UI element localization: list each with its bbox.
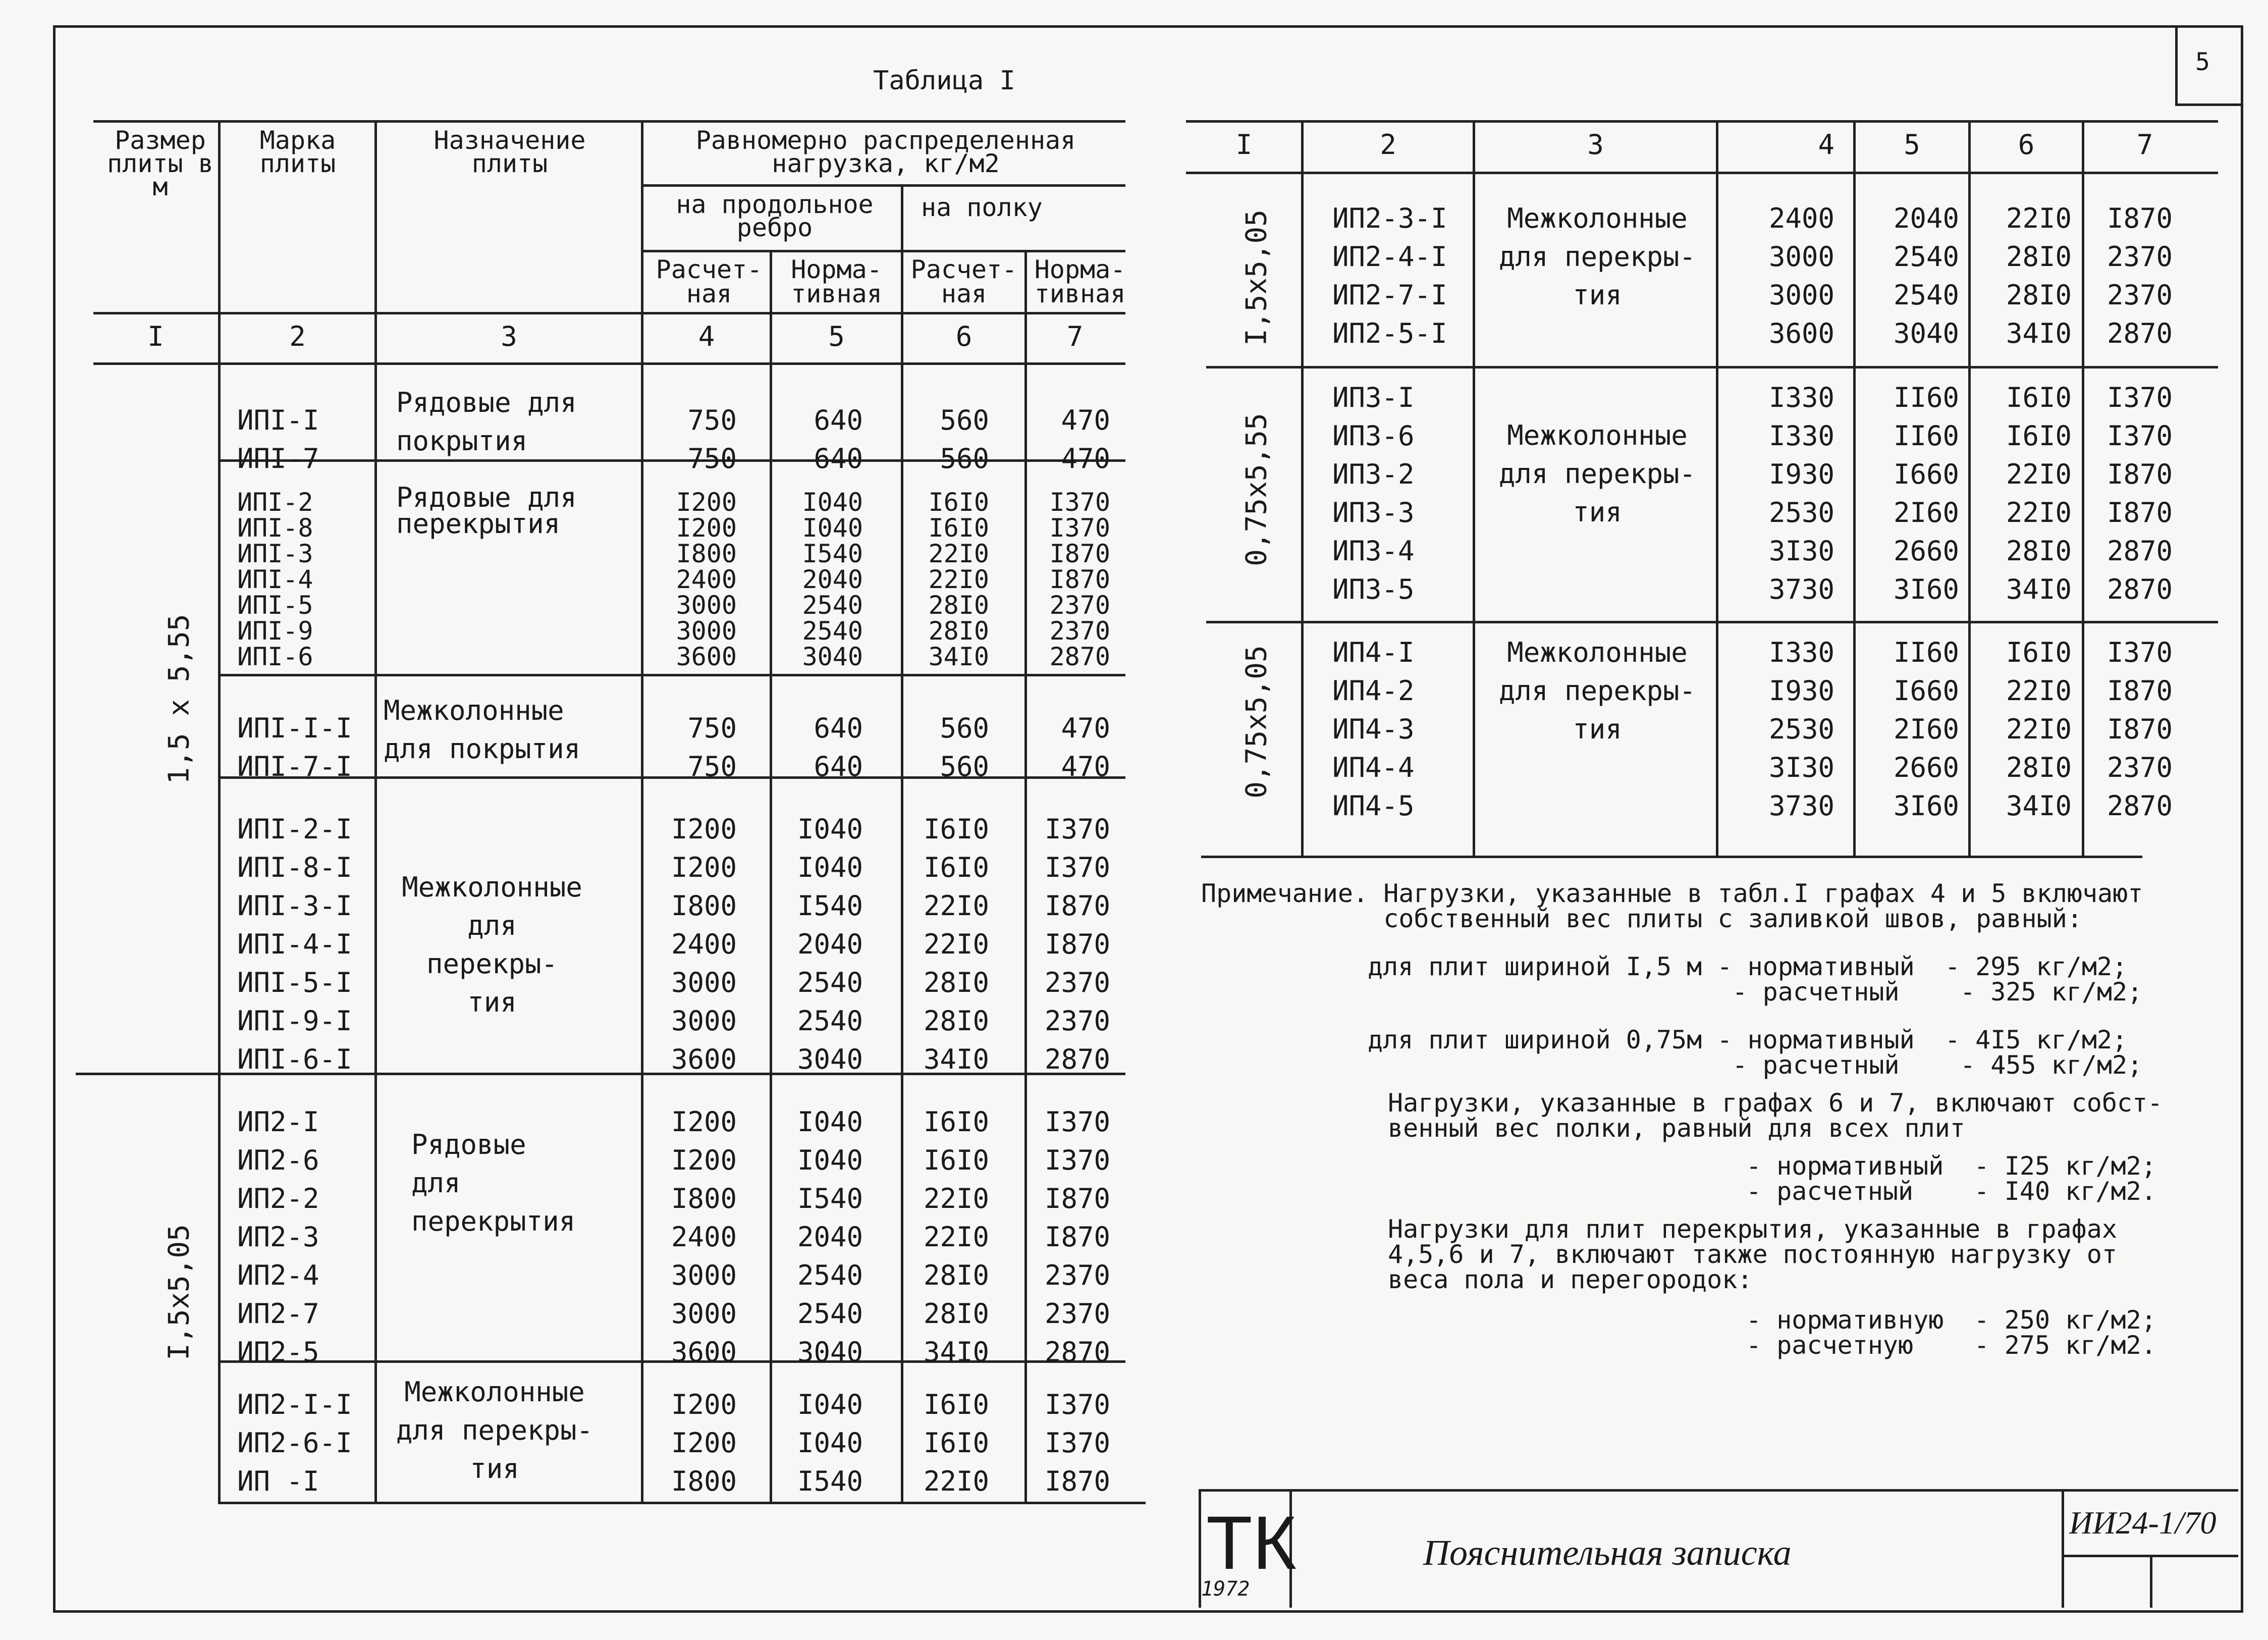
load-value: 3000: [671, 967, 737, 998]
plate-mark: ИП2-6-I: [237, 1427, 352, 1459]
load-value: 28I0: [928, 591, 989, 620]
header-design-rib: Расчет- ная: [656, 255, 763, 308]
load-value: 2540: [797, 1005, 863, 1037]
plate-mark: ИП3-3: [1332, 497, 1415, 528]
rule: [2150, 1555, 2152, 1608]
note-paragraph: Нагрузки, указанные в графах 6 и 7, включают собст- венный вес полки, равный для всех плит: [1388, 1088, 2163, 1143]
rule: [1473, 121, 1475, 856]
load-value: 2870: [2107, 535, 2173, 567]
load-value: 28I0: [928, 616, 989, 646]
load-value: 22I0: [2006, 675, 2072, 707]
plate-mark: ИПI-8: [237, 513, 313, 543]
load-value: II60: [1893, 420, 1959, 452]
load-value: I200: [671, 1144, 737, 1176]
load-value: 2660: [1893, 752, 1959, 783]
load-value: I870: [1049, 565, 1110, 594]
load-value: 28I0: [923, 967, 989, 998]
load-value: 3040: [802, 642, 863, 671]
load-value: 2370: [1044, 1298, 1110, 1330]
size-label: 1,5 x 5,55: [163, 614, 196, 784]
load-value: I870: [1044, 928, 1110, 960]
plate-mark: ИПI-7-I: [237, 751, 352, 782]
load-value: I370: [1044, 813, 1110, 845]
plate-mark: ИП4-5: [1332, 790, 1415, 822]
rule: [1186, 120, 2218, 123]
load-value: I930: [1768, 458, 1834, 490]
plate-mark: ИП3-2: [1332, 458, 1415, 490]
col-number: 6: [955, 321, 973, 352]
load-value: I6I0: [923, 813, 989, 845]
load-value: II60: [1893, 382, 1959, 413]
load-value: I870: [1049, 539, 1110, 568]
load-value: I6I0: [923, 1389, 989, 1420]
load-value: I200: [671, 813, 737, 845]
load-value: 28I0: [923, 1005, 989, 1037]
load-value: 2370: [2107, 241, 2173, 273]
col-number: 7: [2136, 129, 2153, 161]
load-value: I870: [1044, 1183, 1110, 1214]
load-value: 2870: [2107, 790, 2173, 822]
load-value: 28I0: [2006, 752, 2072, 783]
purpose-cell: Рядовые для покрытия: [396, 387, 577, 457]
table-title: Таблица I: [873, 66, 1015, 96]
load-value: 22I0: [2006, 497, 2072, 528]
rule: [1206, 366, 2218, 368]
load-value: 2660: [1893, 535, 1959, 567]
load-value: I200: [676, 513, 737, 543]
load-value: 2530: [1768, 713, 1834, 745]
plate-mark: ИПI-3-I: [237, 890, 352, 922]
rule: [1301, 121, 1304, 856]
load-value: I330: [1768, 382, 1834, 413]
col-number: 6: [2018, 129, 2035, 161]
rule: [641, 250, 1125, 252]
load-value: 34I0: [928, 642, 989, 671]
load-value: 470: [1061, 404, 1110, 436]
load-value: 2400: [1768, 202, 1834, 234]
load-value: I200: [671, 1106, 737, 1138]
load-value: 3600: [1768, 318, 1834, 349]
plate-mark: ИП3-5: [1332, 573, 1415, 605]
plate-mark: ИПI-8-I: [237, 852, 352, 883]
load-value: 2540: [797, 1298, 863, 1330]
load-value: 34I0: [923, 1336, 989, 1368]
plate-mark: ИП2-I: [237, 1106, 319, 1138]
load-value: II60: [1893, 637, 1959, 668]
load-value: I870: [2107, 458, 2173, 490]
load-value: 34I0: [923, 1043, 989, 1075]
plate-mark: ИП3-I: [1332, 382, 1415, 413]
load-value: I6I0: [923, 1427, 989, 1459]
load-value: I370: [1044, 1389, 1110, 1420]
size-label: 0,75x5,55: [1240, 413, 1273, 566]
plate-mark: ИПI-2-I: [237, 813, 352, 845]
load-value: I370: [2107, 637, 2173, 668]
col-number: I: [147, 321, 164, 352]
load-value: 640: [814, 443, 863, 474]
load-value: I370: [1049, 488, 1110, 517]
load-value: I540: [797, 890, 863, 922]
plate-mark: ИП3-6: [1332, 420, 1415, 452]
header-design-shelf: Расчет- ная: [910, 255, 1017, 308]
load-value: I330: [1768, 637, 1834, 668]
load-value: I370: [2107, 420, 2173, 452]
load-value: 22I0: [928, 565, 989, 594]
load-value: 3000: [671, 1298, 737, 1330]
load-value: 2540: [1893, 279, 1959, 311]
load-value: I870: [2107, 713, 2173, 745]
rule: [641, 184, 1125, 187]
size-label: I,5x5,05: [1240, 209, 1273, 346]
load-value: I370: [2107, 382, 2173, 413]
plate-mark: ИПI-3: [237, 539, 313, 568]
load-value: 3600: [671, 1043, 737, 1075]
plate-mark: ИП2-5-I: [1332, 318, 1447, 349]
load-value: 3I60: [1893, 790, 1959, 822]
load-value: 3000: [1768, 241, 1834, 273]
plate-mark: ИПI-9: [237, 616, 313, 646]
rule: [2062, 1489, 2064, 1608]
plate-mark: ИП2-3-I: [1332, 202, 1447, 234]
load-value: 2I60: [1893, 497, 1959, 528]
plate-mark: ИП2-5: [237, 1336, 319, 1368]
plate-mark: ИПI-9-I: [237, 1005, 352, 1037]
load-value: I200: [671, 1389, 737, 1420]
load-value: I660: [1893, 458, 1959, 490]
load-value: I800: [676, 539, 737, 568]
load-value: I6I0: [928, 488, 989, 517]
rule: [93, 362, 1125, 365]
col-number: 2: [1380, 129, 1396, 161]
load-value: 34I0: [2006, 318, 2072, 349]
plate-mark: ИП4-2: [1332, 675, 1415, 707]
load-value: 22I0: [923, 1465, 989, 1497]
load-value: 3600: [671, 1336, 737, 1368]
load-value: I330: [1768, 420, 1834, 452]
load-value: 750: [687, 751, 737, 782]
load-value: I040: [797, 813, 863, 845]
purpose-cell: Межколонные для перекры- тия: [1498, 637, 1696, 745]
header-purpose: Назначение плиты: [434, 126, 586, 178]
load-value: 28I0: [2006, 535, 2072, 567]
col-number: 4: [1818, 129, 1834, 161]
load-value: I660: [1893, 675, 1959, 707]
size-label: I,5x5,05: [163, 1224, 196, 1360]
load-value: I800: [671, 890, 737, 922]
plate-mark: ИП2-6: [237, 1144, 319, 1176]
load-value: I870: [1044, 1465, 1110, 1497]
col-number: 5: [828, 321, 845, 352]
load-value: 470: [1061, 751, 1110, 782]
plate-mark: ИП4-I: [1332, 637, 1415, 668]
load-value: 3000: [1768, 279, 1834, 311]
plate-mark: ИПI-I: [237, 404, 319, 436]
load-value: 2370: [2107, 279, 2173, 311]
load-value: 3000: [671, 1259, 737, 1291]
load-value: 2540: [797, 967, 863, 998]
load-value: I370: [1044, 1144, 1110, 1176]
col-number: 3: [1587, 129, 1604, 161]
load-value: 2370: [1044, 967, 1110, 998]
purpose-cell: Межколонные для покрытия: [384, 695, 581, 765]
plate-mark: ИПI-2: [237, 488, 313, 517]
load-value: 3I30: [1768, 535, 1834, 567]
load-value: I040: [802, 488, 863, 517]
load-value: 2040: [1893, 202, 1959, 234]
purpose-cell: Межколонные для перекры- тия: [1498, 202, 1696, 311]
stamp-mark: ТК: [1206, 1500, 1297, 1585]
load-value: 3730: [1768, 573, 1834, 605]
header-shelf: на полку: [921, 193, 1043, 222]
col-number: 2: [289, 321, 306, 352]
load-value: I040: [797, 1389, 863, 1420]
load-value: 560: [940, 751, 989, 782]
col-number: 3: [501, 321, 517, 352]
load-value: 22I0: [2006, 202, 2072, 234]
load-value: 3000: [676, 616, 737, 646]
load-value: I6I0: [923, 852, 989, 883]
plate-mark: ИПI-6-I: [237, 1043, 352, 1075]
load-value: 560: [940, 712, 989, 744]
load-value: 750: [687, 443, 737, 474]
purpose-cell: Рядовые для перекрытия: [396, 482, 577, 540]
load-value: 22I0: [923, 1183, 989, 1214]
load-value: 28I0: [2006, 241, 2072, 273]
load-value: 22I0: [2006, 713, 2072, 745]
col-number: 5: [1904, 129, 1920, 161]
load-value: I6I0: [928, 513, 989, 543]
load-value: 2870: [1044, 1043, 1110, 1075]
plate-mark: ИП2-4: [237, 1259, 319, 1291]
plate-mark: ИП2-7-I: [1332, 279, 1447, 311]
plate-mark: ИП2-3: [237, 1221, 319, 1253]
load-value: 3730: [1768, 790, 1834, 822]
load-value: 2870: [2107, 573, 2173, 605]
load-value: 2870: [1044, 1336, 1110, 1368]
load-value: 2370: [1049, 616, 1110, 646]
load-value: I540: [797, 1183, 863, 1214]
load-value: 2370: [1044, 1259, 1110, 1291]
load-value: I800: [671, 1183, 737, 1214]
plate-mark: ИПI-4: [237, 565, 313, 594]
load-value: 750: [687, 712, 737, 744]
load-value: I6I0: [923, 1144, 989, 1176]
load-value: 640: [814, 751, 863, 782]
load-value: 28I0: [923, 1298, 989, 1330]
plate-mark: ИПI-5-I: [237, 967, 352, 998]
load-value: I870: [2107, 497, 2173, 528]
load-value: 640: [814, 404, 863, 436]
load-value: 2400: [671, 928, 737, 960]
note-paragraph: - нормативную - 250 кг/м2; - расчетную - 275 кг/м2.: [1746, 1305, 2156, 1360]
load-value: I040: [797, 1106, 863, 1138]
header-size: Размер плиты в м: [107, 126, 213, 201]
page-number: 5: [2195, 48, 2210, 76]
header-normative-shelf: Норма- тивная: [1034, 255, 1126, 308]
load-value: 3I30: [1768, 752, 1834, 783]
load-value: I040: [797, 1427, 863, 1459]
load-value: 750: [687, 404, 737, 436]
load-value: I370: [1044, 1106, 1110, 1138]
load-value: 2400: [671, 1221, 737, 1253]
note-paragraph: Примечание. Нагрузки, указанные в табл.I графах 4 и 5 включают собственный вес плиты с заливкой швов, равный:: [1201, 879, 2143, 933]
load-value: 2040: [797, 1221, 863, 1253]
load-value: 2040: [802, 565, 863, 594]
plate-mark: ИП4-4: [1332, 752, 1415, 783]
load-value: 2540: [1893, 241, 1959, 273]
load-value: 3040: [1893, 318, 1959, 349]
load-value: I200: [676, 488, 737, 517]
header-normative-rib: Норма- тивная: [791, 255, 882, 308]
rule: [1199, 1489, 2238, 1492]
note-paragraph: Нагрузки для плит перекрытия, указанные в графах 4,5,6 и 7, включают также постоянную нагрузку от веса пола и перегородок:: [1388, 1214, 2117, 1294]
load-value: 34I0: [2006, 790, 2072, 822]
load-value: 22I0: [923, 1221, 989, 1253]
plate-mark: ИП -I: [237, 1465, 319, 1497]
load-value: 22I0: [2006, 458, 2072, 490]
plate-mark: ИП4-3: [1332, 713, 1415, 745]
load-value: 2370: [1049, 591, 1110, 620]
load-value: I200: [671, 1427, 737, 1459]
note-paragraph: для плит шириной I,5 м - нормативный - 295 кг/м2; - расчетный - 325 кг/м2;: [1368, 952, 2143, 1007]
plate-mark: ИП2-4-I: [1332, 241, 1447, 273]
load-value: I930: [1768, 675, 1834, 707]
load-value: I6I0: [2006, 382, 2072, 413]
load-value: I870: [1044, 1221, 1110, 1253]
load-value: 22I0: [928, 539, 989, 568]
load-value: 2I60: [1893, 713, 1959, 745]
load-value: 2540: [802, 616, 863, 646]
load-value: 470: [1061, 712, 1110, 744]
load-value: 3I60: [1893, 573, 1959, 605]
rule: [1206, 621, 2218, 623]
plate-mark: ИПI-4-I: [237, 928, 352, 960]
rule: [218, 674, 1125, 676]
rule: [218, 1502, 1146, 1504]
stamp-code: ИИ24-1/70: [2069, 1505, 2217, 1541]
load-value: 28I0: [2006, 279, 2072, 311]
note-paragraph: - нормативный - I25 кг/м2; - расчетный - I40 кг/м2.: [1746, 1151, 2156, 1206]
col-number: 7: [1066, 321, 1084, 352]
load-value: I6I0: [2006, 637, 2072, 668]
plate-mark: ИП2-I-I: [237, 1389, 352, 1420]
load-value: 22I0: [923, 890, 989, 922]
purpose-cell: Межколонные для перекры- тия: [1498, 419, 1696, 528]
load-value: I370: [1044, 852, 1110, 883]
load-value: I6I0: [2006, 420, 2072, 452]
load-value: I6I0: [923, 1106, 989, 1138]
load-value: I370: [1049, 513, 1110, 543]
load-value: 28I0: [923, 1259, 989, 1291]
load-value: 2870: [2107, 318, 2173, 349]
stamp-year: 1972: [1201, 1577, 1250, 1601]
load-value: I370: [1044, 1427, 1110, 1459]
plate-mark: ИПI-6: [237, 642, 313, 671]
header-mark: Марка плиты: [259, 126, 336, 178]
load-value: 2400: [676, 565, 737, 594]
load-value: 22I0: [923, 928, 989, 960]
load-value: I040: [802, 513, 863, 543]
size-label: 0,75x5,05: [1240, 645, 1273, 799]
load-value: 3040: [797, 1336, 863, 1368]
load-value: 2530: [1768, 497, 1834, 528]
load-value: I540: [797, 1465, 863, 1497]
load-value: I040: [797, 852, 863, 883]
purpose-cell: Межколонные для перекры- тия: [402, 871, 582, 1018]
load-value: I540: [802, 539, 863, 568]
load-value: 470: [1061, 443, 1110, 474]
load-value: 3040: [797, 1043, 863, 1075]
load-value: 3000: [676, 591, 737, 620]
col-number: I: [1235, 129, 1253, 161]
rule: [93, 312, 1125, 314]
plate-mark: ИП2-2: [237, 1183, 319, 1214]
load-value: 2870: [1049, 642, 1110, 671]
plate-mark: ИПI-7: [237, 443, 319, 474]
load-value: 2040: [797, 928, 863, 960]
load-value: 2370: [2107, 752, 2173, 783]
load-value: 2540: [802, 591, 863, 620]
load-value: 34I0: [2006, 573, 2072, 605]
header-rib: на продольное ребро: [676, 190, 874, 242]
rule: [1201, 856, 2142, 858]
load-value: I200: [671, 852, 737, 883]
load-value: I870: [2107, 202, 2173, 234]
plate-mark: ИПI-5: [237, 591, 313, 620]
load-value: 640: [814, 712, 863, 744]
rule: [93, 120, 1125, 123]
plate-mark: ИПI-I-I: [237, 712, 352, 744]
load-value: 560: [940, 443, 989, 474]
load-value: I040: [797, 1144, 863, 1176]
load-value: 3600: [676, 642, 737, 671]
load-value: 560: [940, 404, 989, 436]
purpose-cell: Межколонные для перекры- тия: [396, 1376, 593, 1485]
load-value: 2540: [797, 1259, 863, 1291]
purpose-cell: Рядовые для перекрытия: [411, 1129, 576, 1237]
header-load: Равномерно распределенная нагрузка, кг/м2: [695, 126, 1076, 178]
stamp-title: Пояснительная записка: [1423, 1532, 1792, 1573]
load-value: 3000: [671, 1005, 737, 1037]
plate-mark: ИП3-4: [1332, 535, 1415, 567]
load-value: I870: [2107, 675, 2173, 707]
load-value: I870: [1044, 890, 1110, 922]
load-value: I800: [671, 1465, 737, 1497]
plate-mark: ИП2-7: [237, 1298, 319, 1330]
rule: [1186, 172, 2218, 174]
col-number: 4: [698, 321, 715, 352]
note-paragraph: для плит шириной 0,75м - нормативный - 4I5 кг/м2; - расчетный - 455 кг/м2;: [1368, 1025, 2143, 1080]
load-value: 2370: [1044, 1005, 1110, 1037]
